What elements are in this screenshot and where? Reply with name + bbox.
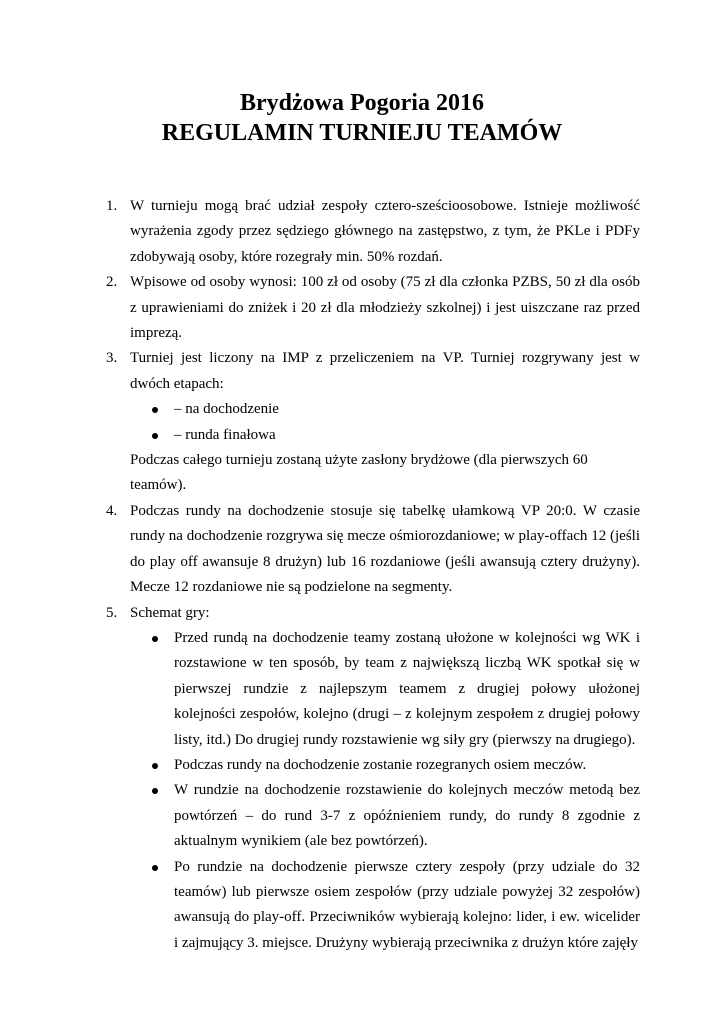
rule-item-4 (106, 499, 640, 601)
list-item (130, 778, 640, 854)
rule-item-3 (106, 346, 640, 498)
rule-number: 4. (106, 502, 118, 519)
list-item (130, 753, 640, 778)
rule-item-2 (106, 270, 640, 346)
bullet-icon (152, 636, 158, 642)
document-title: REGULAMIN TURNIEJU TEAMÓW (161, 120, 563, 146)
screens-note: Podczas całego turnieju zostaną użyte zasłony brydżowe (dla pierwszych 60 teamów). (130, 452, 588, 494)
rule-text: Wpisowe od osoby wynosi: 100 zł od osoby (75 zł dla członka PZBS, 50 zł dla osób z uprawieniami do zniżek i 20 zł dla młodzieży szkolnej) i jest uiszczane raz przed imprezą. (130, 274, 640, 342)
event-title: Brydżowa Pogoria 2016 (240, 90, 484, 116)
bullet-icon (152, 407, 158, 413)
stage-list (130, 397, 640, 448)
list-item (130, 626, 640, 753)
scheme-text: Po rundzie na dochodzenie pierwsze cztery zespoły (przy udziale do 32 teamów) lub pierwsze osiem zespołów (przy udziale powyżej 32 zespołów) awansują do play-off. Przeciwników wybierają kolejno: lider, i ew. wicelider i zajmujący 3. miejsce. Drużyny wybierają przeciwnika z drużyn które zajęły (174, 858, 640, 951)
scheme-text: Podczas rundy na dochodzenie zostanie rozegranych osiem meczów. (174, 756, 587, 773)
rules-list (106, 194, 640, 956)
bullet-icon (152, 433, 158, 439)
rule-number: 3. (106, 350, 118, 367)
rule-number: 5. (106, 604, 118, 621)
list-item (130, 423, 640, 448)
scheme-text: Przed rundą na dochodzenie teamy zostaną ułożone w kolejności wg WK i rozstawione w ten sposób, by team z największą liczbą WK spotkał się w pierwszej rundzie z najlepszym teamem z drugiej połowy ułożonej kolejności zespołów, kolejno (drugi – z kolejnym zespołem z drugiej połowy listy, itd.) Do drugiej rundy rozstawienie wg siły gry (pierwszy na drugiego). (174, 629, 640, 748)
list-item (130, 397, 640, 422)
bullet-icon (152, 788, 158, 794)
rule-item-5 (106, 601, 640, 957)
rule-text: Schemat gry: (130, 604, 210, 621)
bullet-icon (152, 763, 158, 769)
list-item (130, 855, 640, 957)
rule-number: 2. (106, 274, 118, 291)
stage-label: – na dochodzenie (174, 401, 279, 418)
bullet-icon (152, 865, 158, 871)
rule-text: Podczas rundy na dochodzenie stosuje się tabelkę ułamkową VP 20:0. W czasie rundy na dochodzenie rozgrywa się mecze ośmiorozdaniowe; w play-offach 12 (jeśli do play off awansuje 8 drużyn) lub 16 rozdaniowe (jeśli awansują cztery drużyny). Mecze 12 rozdaniowe nie są podzielone na segmenty. (130, 502, 640, 596)
rule-text: W turnieju mogą brać udział zespoły cztero-sześcioosobowe. Istnieje możliwość wyrażenia zgody przez sędziego głównego na zastępstwo, z tym, że PKLe i PDFy zdobywają osoby, które rozegrały min. 50% rozdań. (130, 198, 640, 265)
stage-label: – runda finałowa (174, 426, 276, 443)
rules-content (106, 194, 640, 956)
scheme-text: W rundzie na dochodzenie rozstawienie do kolejnych meczów metodą bez powtórzeń – do rund 3-7 z opóźnieniem rundy, do rundy 8 zgodnie z aktualnym wynikiem (ale bez powtórzeń). (174, 782, 640, 850)
rule-text: Turniej jest liczony na IMP z przeliczeniem na VP. Turniej rozgrywany jest w dwóch etapach: (130, 350, 640, 392)
game-scheme-list (130, 626, 640, 956)
rule-number: 1. (106, 198, 118, 214)
rule-item-1 (106, 194, 640, 270)
